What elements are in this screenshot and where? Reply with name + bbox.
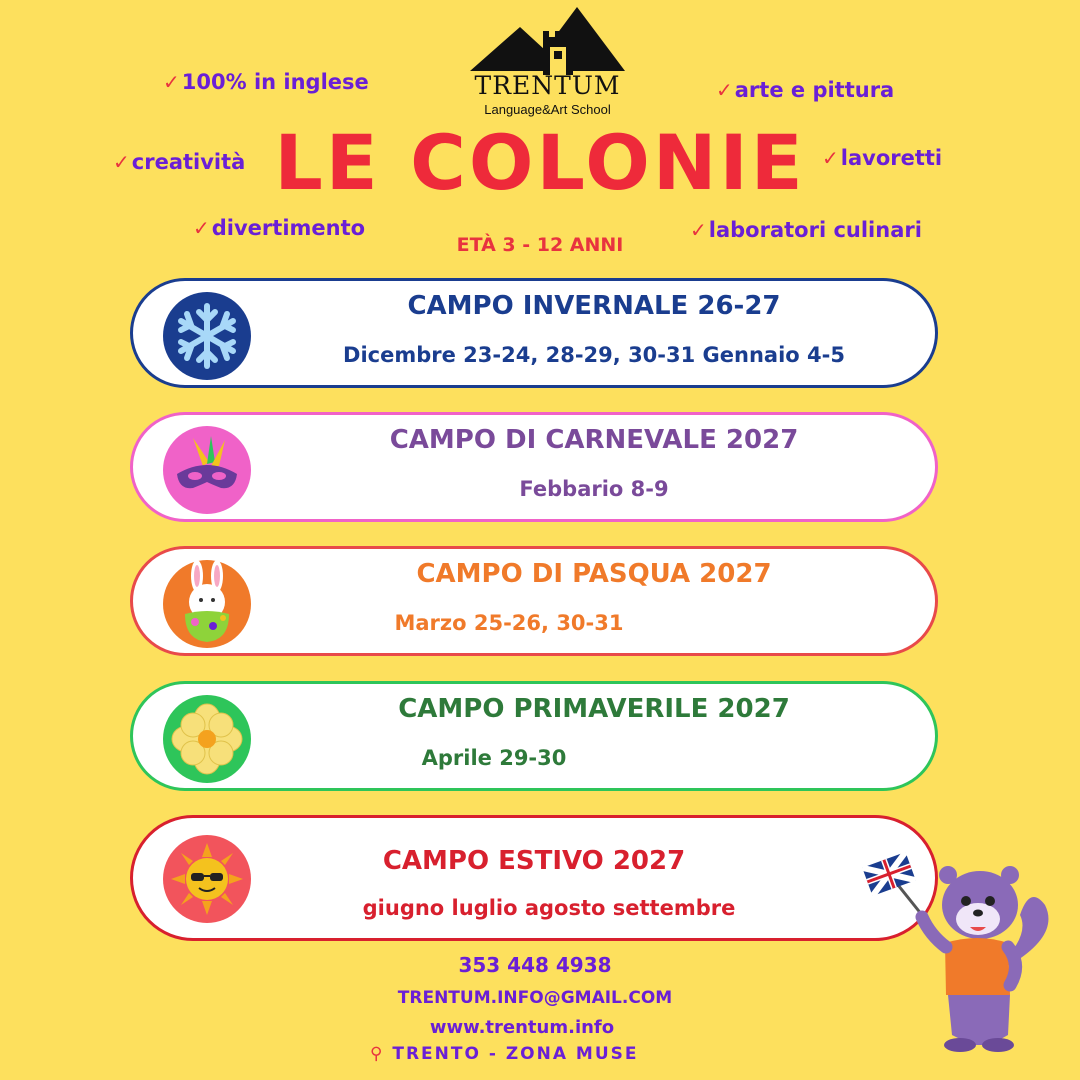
camp-title: CAMPO DI CARNEVALE 2027 [389,425,799,455]
age-range: ETÀ 3 - 12 ANNI [456,234,624,256]
camp-card-winter [130,278,938,388]
otter-mascot-illustration [860,845,1060,1055]
page-title: LE COLONIE [274,118,806,207]
camp-title: CAMPO DI PASQUA 2027 [416,559,772,589]
phone-number[interactable]: 353 448 4938 [458,953,612,977]
check-icon: ✓ [716,78,733,102]
mountain-castle-icon [465,5,630,75]
check-icon: ✓ [163,70,180,94]
feature-english: ✓100% in inglese [163,70,369,94]
camp-title: CAMPO ESTIVO 2027 [382,846,686,876]
camp-card-easter [130,546,938,656]
check-icon: ✓ [193,216,210,240]
camp-dates: Febbario 8-9 [519,477,669,501]
camp-card-carnival [130,412,938,522]
camp-dates: Dicembre 23-24, 28-29, 30-31 Gennaio 4-5 [343,343,845,367]
feature-fun: ✓divertimento [193,216,366,240]
camp-title: CAMPO PRIMAVERILE 2027 [398,694,790,724]
sun-icon [163,835,251,923]
feature-creativity: ✓creatività [113,150,246,174]
location: ⚲ TRENTO - ZONA MUSE [370,1044,639,1064]
feature-cooking: ✓laboratori culinari [690,218,922,242]
camp-dates: Aprile 29-30 [421,746,567,770]
location-pin-icon: ⚲ [370,1044,385,1064]
trentum-logo [465,5,630,120]
feature-crafts: ✓lavoretti [822,146,943,170]
check-icon: ✓ [113,150,130,174]
uk-flag-icon [862,852,915,896]
logo-wordmark: TRENTUM [474,71,621,100]
check-icon: ✓ [690,218,707,242]
carnival-mask-icon [163,426,251,514]
camp-card-summer [130,815,938,941]
email-link[interactable]: TRENTUM.INFO@GMAIL.COM [397,988,673,1008]
camp-dates: Marzo 25-26, 30-31 [394,611,624,635]
camp-title: CAMPO INVERNALE 26-27 [407,291,781,321]
website-link[interactable]: www.trentum.info [429,1017,615,1038]
logo-subtitle: Language&Art School [484,102,611,117]
snowflake-icon [163,292,251,380]
camp-dates: giugno luglio agosto settembre [362,896,736,920]
check-icon: ✓ [822,146,839,170]
feature-art: ✓arte e pittura [716,78,895,102]
camp-card-spring [130,681,938,791]
